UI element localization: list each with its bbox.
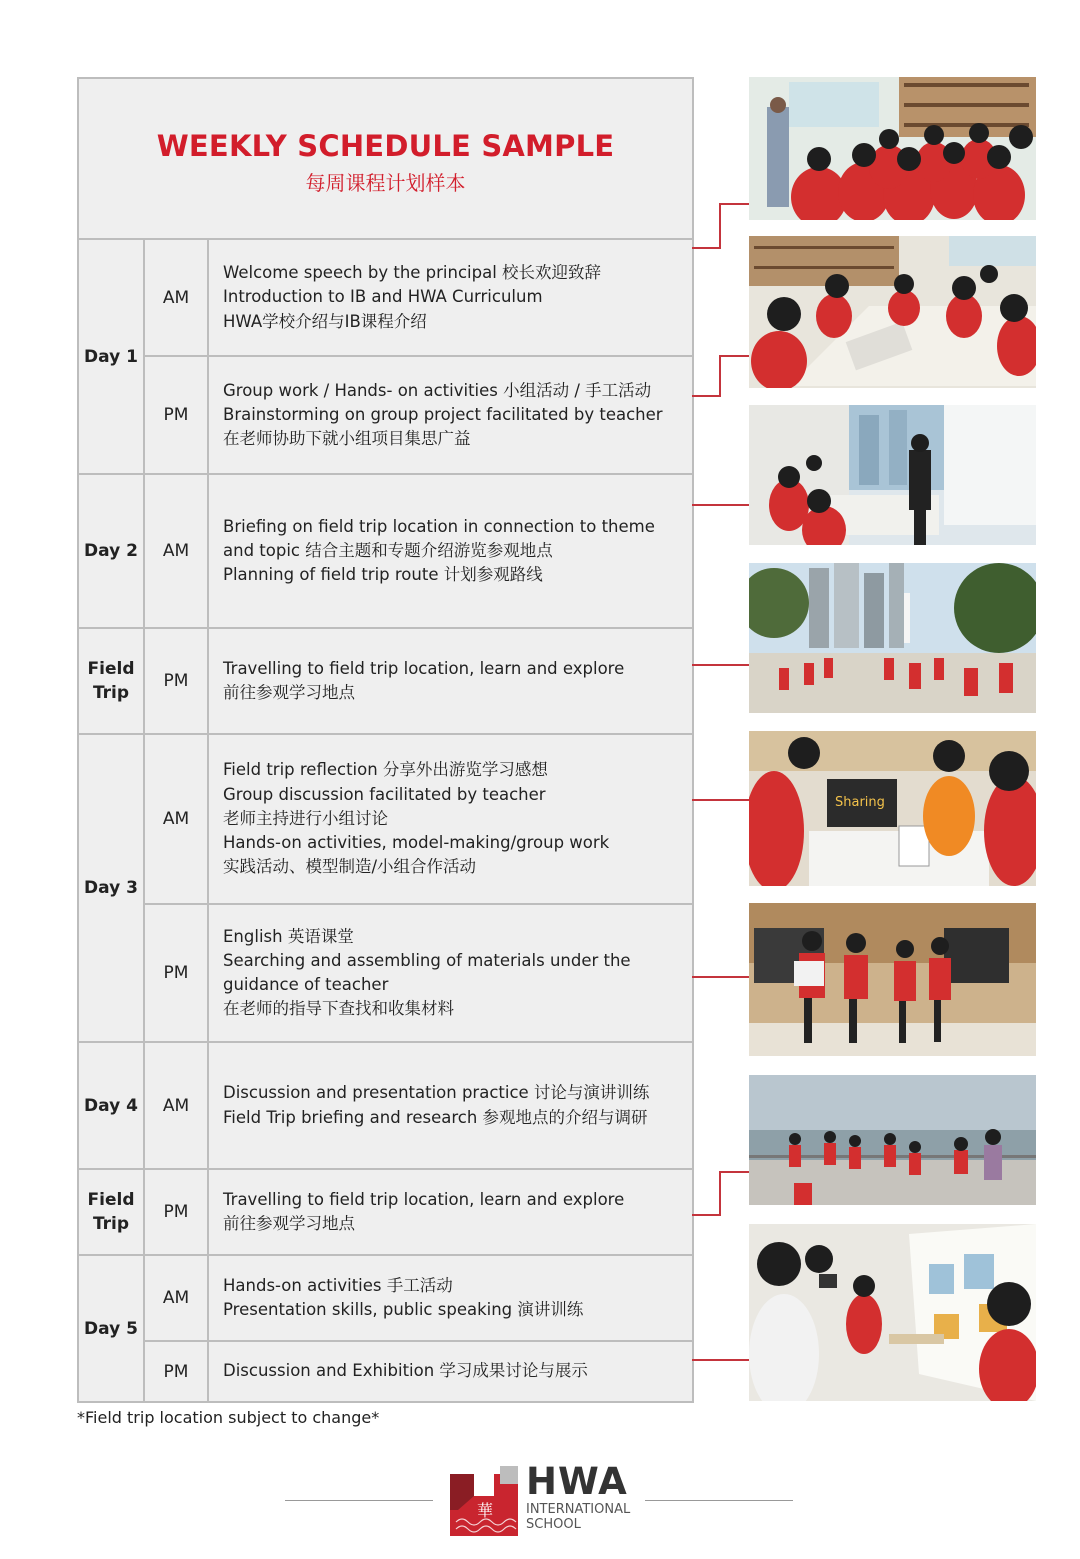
activity-line: guidance of teacher — [223, 975, 389, 994]
slot-label: PM — [144, 628, 208, 734]
page-title-cn: 每周课程计划样本 — [305, 171, 466, 195]
slot-label: PM — [144, 356, 208, 474]
exhibition-photo — [749, 1224, 1036, 1401]
group-work-photo — [749, 236, 1036, 388]
activity-line: HWA学校介绍与IB课程介绍 — [223, 311, 427, 331]
slot-label: AM — [144, 1042, 208, 1169]
slot-label: AM — [144, 474, 208, 628]
activity-line: Searching and assembling of materials under the — [223, 950, 631, 970]
activity-line: English 英语课堂 — [223, 926, 354, 946]
activity-line: Presentation skills, public speaking 演讲训练 — [223, 1300, 584, 1319]
slot-label: AM — [144, 734, 208, 904]
activity-line: Group work / Hands- on activities 小组活动 / 手工活动 — [223, 380, 652, 400]
activity-line: Hands-on activities, model-making/group work — [223, 833, 610, 853]
slot-label: AM — [144, 1255, 208, 1341]
divider-left — [285, 1500, 433, 1501]
activity-line: Group discussion facilitated by teacher — [223, 784, 546, 804]
footnote: *Field trip location subject to change* — [77, 1408, 380, 1427]
field-trip-park-photo — [749, 563, 1036, 713]
activity-line: Field Trip briefing and research 参观地点的介绍与调研 — [223, 1107, 648, 1127]
activity-line: 前往参观学习地点 — [223, 1214, 355, 1233]
logo-name: HWA — [526, 1460, 628, 1503]
slot-label: AM — [144, 239, 208, 356]
connector-line — [692, 356, 749, 396]
student-presentation-photo — [749, 903, 1036, 1056]
activity-line: Welcome speech by the principal 校长欢迎致辞 — [223, 263, 602, 283]
activity-line: Hands-on activities 手工活动 — [223, 1275, 453, 1295]
connector-line — [692, 1172, 749, 1215]
divider-right — [645, 1500, 793, 1501]
activity-line: Travelling to field trip location, learn and explore — [223, 658, 625, 678]
activity-line: Introduction to IB and HWA Curriculum — [223, 287, 543, 307]
day-label: Day 2 — [78, 474, 144, 628]
slot-label: PM — [144, 1169, 208, 1255]
day-label: Field Trip — [78, 1169, 144, 1255]
activity-line: 实践活动、模型制造/小组合作活动 — [223, 857, 477, 877]
activity-line: 在老师的指导下查找和收集材料 — [223, 999, 454, 1019]
day-label: Day 1 — [78, 239, 144, 474]
sharing-model-photo — [749, 731, 1036, 886]
activity-line: Brainstorming on group project facilitated by teacher — [223, 404, 663, 424]
activity-line: Field trip reflection 分享外出游览学习感想 — [223, 760, 548, 780]
waterfront-field-trip-photo — [749, 1075, 1036, 1205]
svg-text:華: 華 — [477, 1501, 494, 1520]
activity-line: Discussion and presentation practice 讨论与演讲训练 — [223, 1083, 650, 1103]
activity-line: and topic 结合主题和专题介绍游览参观地点 — [223, 540, 553, 560]
logo-line1: INTERNATIONAL — [526, 1502, 631, 1517]
activity-line: Discussion and Exhibition 学习成果讨论与展示 — [223, 1361, 588, 1381]
school-logo-icon — [450, 1466, 520, 1540]
activity-line: Travelling to field trip location, learn and explore — [223, 1189, 625, 1209]
connector-line — [692, 204, 749, 248]
page-title: WEEKLY SCHEDULE SAMPLE — [156, 129, 615, 163]
logo-line2: SCHOOL — [526, 1517, 581, 1532]
school-logo-text — [526, 1462, 630, 1532]
activity-line: 在老师协助下就小组项目集思广益 — [223, 429, 471, 449]
slot-label: PM — [144, 904, 208, 1042]
svg-text:Sharing: Sharing — [835, 795, 885, 810]
activity-line: 前往参观学习地点 — [223, 683, 355, 702]
slot-label: PM — [144, 1341, 208, 1402]
teacher-briefing-photo — [749, 405, 1036, 545]
day-label: Field Trip — [78, 628, 144, 734]
activity-line: Briefing on field trip location in connection to theme — [223, 516, 655, 536]
activity-line: 老师主持进行小组讨论 — [223, 808, 388, 828]
activity-line: Planning of field trip route 计划参观路线 — [223, 565, 543, 585]
day-label: Day 3 — [78, 734, 144, 1042]
classroom-welcome-photo — [749, 77, 1036, 220]
day-label: Day 4 — [78, 1042, 144, 1169]
day-label: Day 5 — [78, 1255, 144, 1402]
